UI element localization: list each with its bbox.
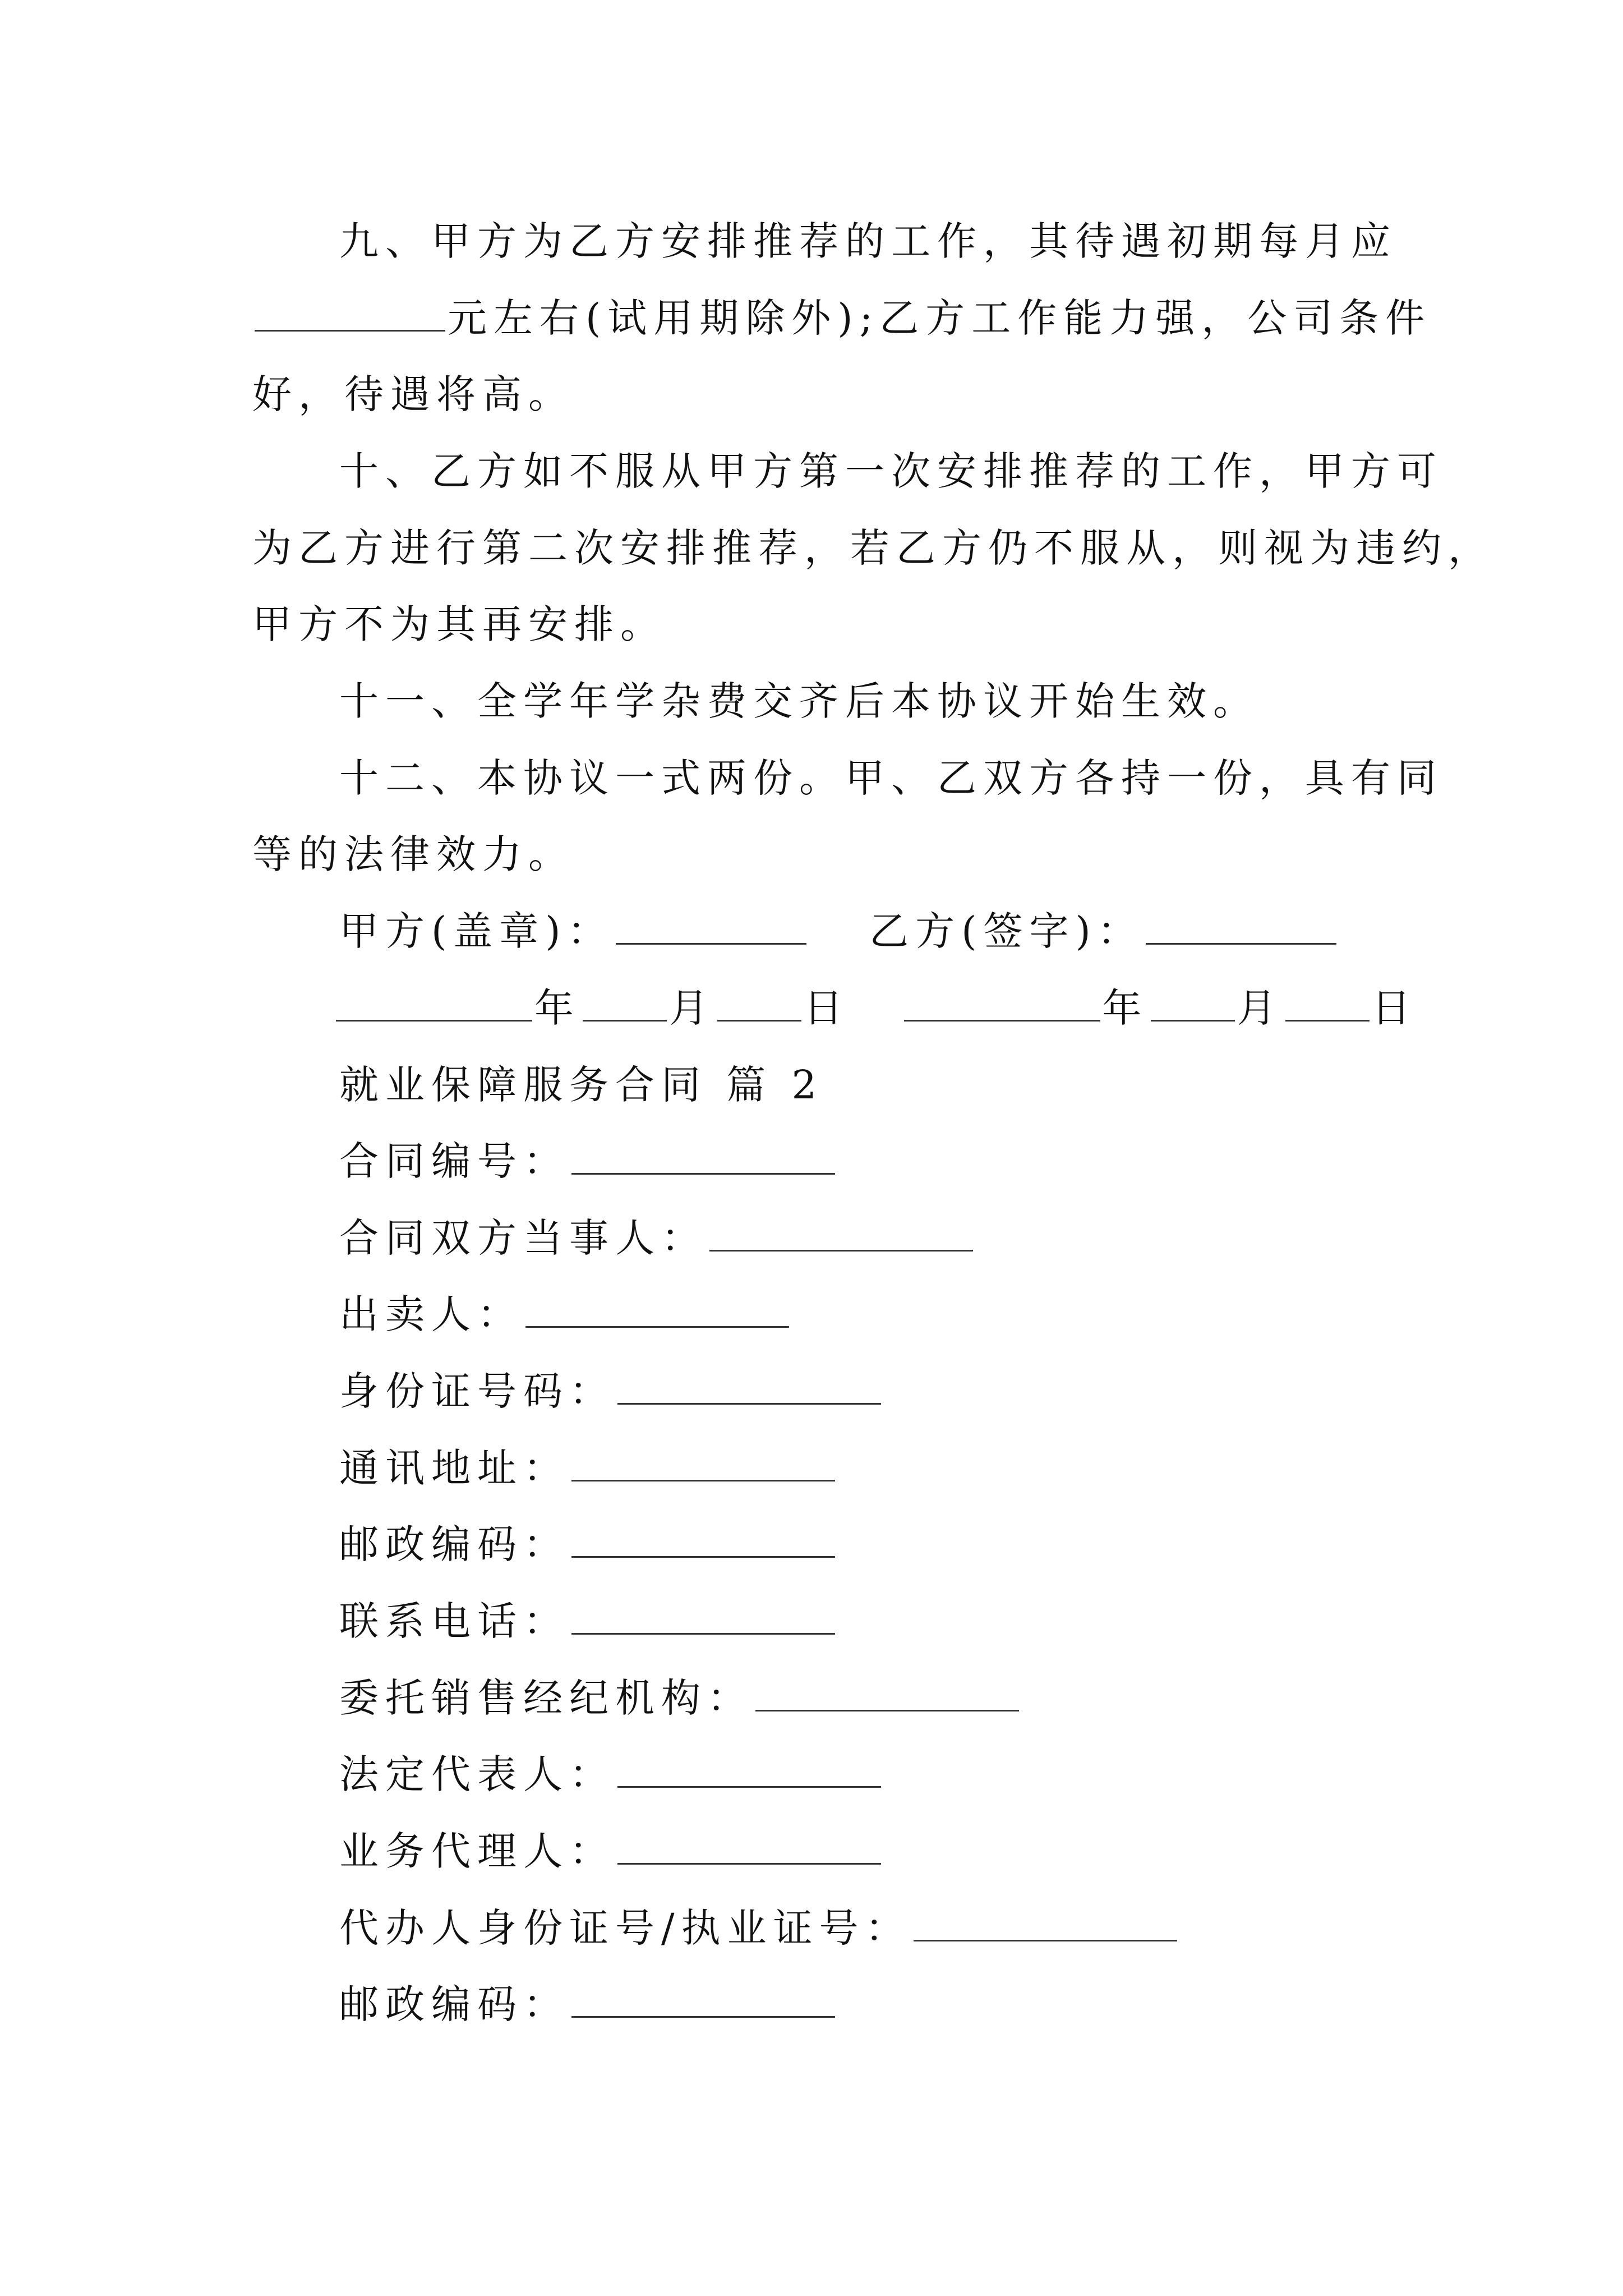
party-a-month-blank[interactable]	[583, 986, 667, 1022]
field-blank[interactable]	[571, 1599, 835, 1635]
date-row	[334, 983, 1418, 1033]
party-a-label: 甲方(盖章)：	[339, 908, 614, 954]
field-id-number	[339, 1366, 883, 1416]
field-blank[interactable]	[617, 1829, 881, 1865]
clause-10-line-2: 为乙方进行第二次安排推荐，若乙方仍不服从，则视为违约，	[252, 525, 1494, 571]
section-title: 就业保障服务合同 篇 2	[339, 1062, 824, 1108]
field-label: 合同编号：	[339, 1138, 569, 1184]
clause-11: 十一、全学年学杂费交齐后本协议开始生效。	[339, 678, 1259, 724]
field-legal-representative	[339, 1749, 883, 1800]
field-label: 通讯地址：	[339, 1445, 569, 1491]
clause-9-line-2-text: 元左右(试用期除外);乙方工作能力强，公司条件	[448, 295, 1432, 341]
clause-9-line-1: 九、甲方为乙方安排推荐的工作，其待遇初期每月应	[339, 218, 1397, 264]
field-label: 联系电话：	[339, 1598, 569, 1644]
party-b-year-blank[interactable]	[904, 986, 1100, 1022]
field-postal-code	[339, 1519, 837, 1570]
field-blank[interactable]	[914, 1906, 1177, 1941]
field-phone	[339, 1596, 837, 1646]
field-contract-parties	[339, 1213, 975, 1263]
field-blank[interactable]	[525, 1292, 789, 1328]
clause-12-line-1: 十二、本协议一式两份。甲、乙双方各持一份，具有同	[339, 755, 1443, 801]
day-label-a: 日	[804, 985, 850, 1031]
party-a-day-blank[interactable]	[717, 986, 801, 1022]
party-b-label: 乙方(签字)：	[869, 908, 1144, 954]
month-label-b: 月	[1237, 985, 1283, 1031]
field-agent-id-license	[339, 1903, 1179, 1953]
clause-9-line-3: 好，待遇将高。	[252, 371, 574, 417]
field-blank[interactable]	[571, 1139, 835, 1175]
field-label: 出卖人：	[339, 1291, 523, 1337]
field-postal-code-2	[339, 1979, 837, 2030]
field-blank[interactable]	[617, 1369, 881, 1405]
field-blank[interactable]	[709, 1216, 973, 1251]
field-address	[339, 1443, 837, 1493]
field-blank[interactable]	[571, 1982, 835, 2018]
clause-10-line-3: 甲方不为其再安排。	[252, 601, 666, 647]
field-blank[interactable]	[571, 1522, 835, 1558]
field-label: 邮政编码：	[339, 1981, 569, 2027]
field-label: 委托销售经纪机构：	[339, 1675, 753, 1721]
party-b-month-blank[interactable]	[1151, 986, 1235, 1022]
party-b-blank[interactable]	[1146, 909, 1336, 945]
field-label: 业务代理人：	[339, 1828, 615, 1874]
field-seller	[339, 1289, 791, 1340]
field-contract-number	[339, 1136, 837, 1186]
party-a-blank[interactable]	[616, 909, 806, 945]
year-label-a: 年	[534, 985, 580, 1031]
field-blank[interactable]	[755, 1676, 1019, 1711]
field-blank[interactable]	[617, 1752, 881, 1788]
field-label: 法定代表人：	[339, 1751, 615, 1797]
party-b-day-blank[interactable]	[1285, 986, 1370, 1022]
day-label-b: 日	[1371, 985, 1418, 1031]
year-label-b: 年	[1102, 985, 1149, 1031]
salary-blank[interactable]	[255, 296, 445, 332]
field-label: 邮政编码：	[339, 1521, 569, 1567]
month-label-a: 月	[669, 985, 715, 1031]
field-business-agent	[339, 1826, 883, 1876]
field-label: 身份证号码：	[339, 1368, 615, 1414]
party-a-year-blank[interactable]	[336, 986, 532, 1022]
clause-10-line-1: 十、乙方如不服从甲方第一次安排推荐的工作，甲方可	[339, 448, 1443, 494]
clause-9-line-2	[252, 293, 1431, 343]
clause-12-line-2: 等的法律效力。	[252, 831, 574, 877]
field-blank[interactable]	[571, 1446, 835, 1481]
signature-row	[339, 906, 1339, 956]
field-sales-agency	[339, 1673, 1021, 1723]
field-label: 代办人身份证号/执业证号：	[339, 1905, 911, 1951]
field-label: 合同双方当事人：	[339, 1215, 707, 1261]
